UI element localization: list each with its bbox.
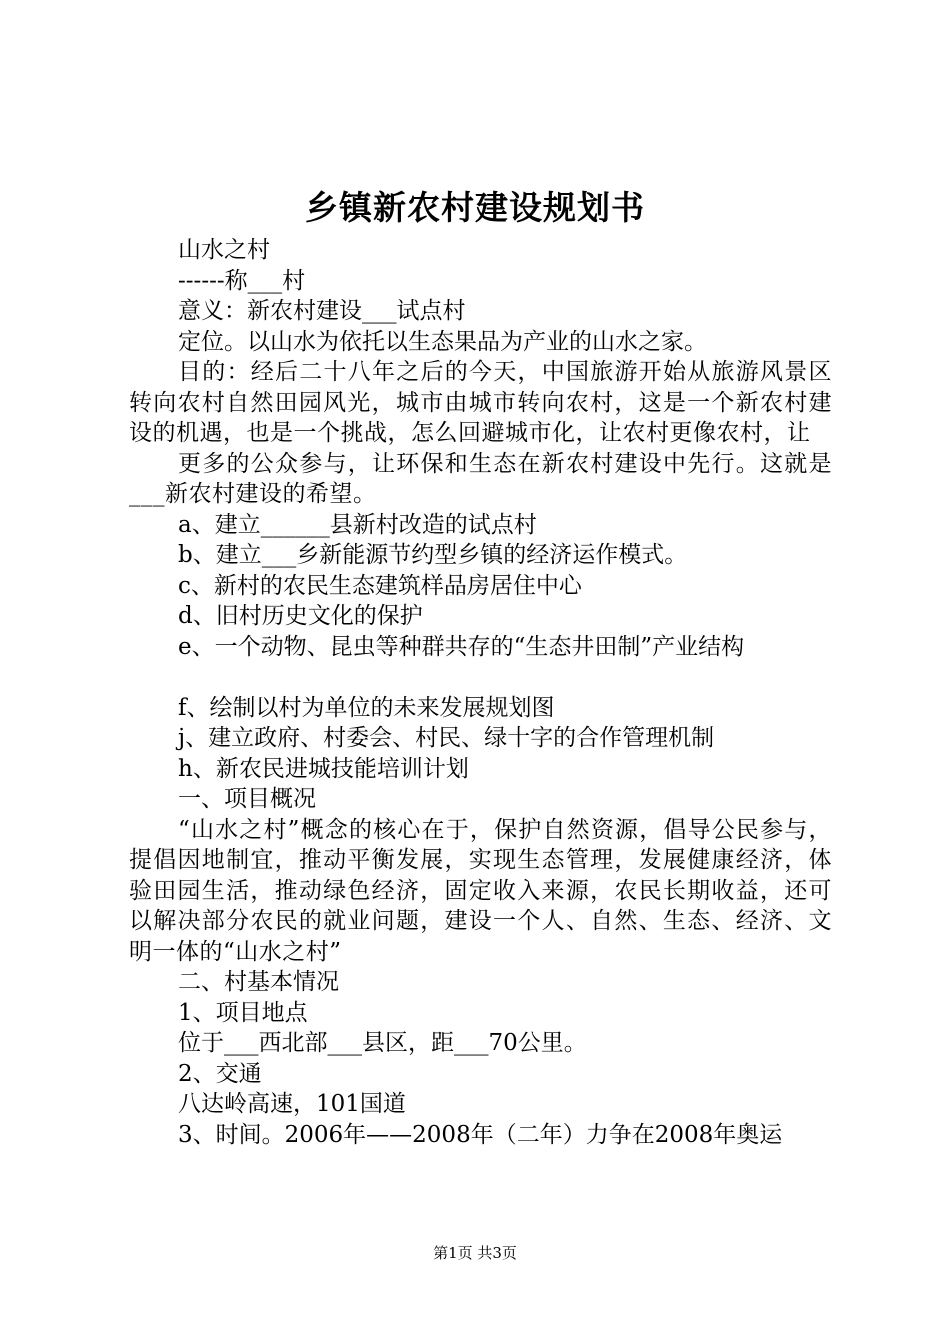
paragraph-line: 意义：新农村建设___试点村 bbox=[178, 298, 466, 324]
list-item: d、旧村历史文化的保护 bbox=[178, 603, 423, 629]
document-body bbox=[129, 235, 832, 1150]
list-item: e、一个动物、昆虫等种群共存的“生态井田制”产业结构 bbox=[178, 633, 745, 660]
page-number: 第1页 共3页 bbox=[433, 1244, 517, 1262]
list-item: b、建立___乡新能源节约型乡镇的经济运作模式。 bbox=[178, 542, 688, 568]
section-heading: 二、村基本情况 bbox=[178, 969, 339, 995]
paragraph-participation: 更多的公众参与，让环保和生态在新农村建设中先行。这就是___新农村建设的希望。 bbox=[129, 450, 832, 507]
list-item: j、建立政府、村委会、村民、绿十字的合作管理机制 bbox=[178, 725, 715, 751]
blank-line bbox=[129, 662, 832, 693]
list-item: c、新村的农民生态建筑样品房居住中心 bbox=[178, 572, 582, 599]
list-item: a、建立______县新村改造的试点村 bbox=[178, 511, 537, 538]
paragraph-line: 定位。以山水为依托以生态果品为产业的山水之家。 bbox=[178, 328, 707, 355]
list-item: h、新农民进城技能培训计划 bbox=[178, 755, 469, 782]
document-title: 乡镇新农村建设规划书 bbox=[305, 188, 645, 227]
subsection-heading: 2、交通 bbox=[178, 1060, 262, 1087]
paragraph-line: 山水之村 bbox=[178, 237, 270, 263]
paragraph-line: 3、时间。2006年——2008年（二年）力争在2008年奥运 bbox=[178, 1121, 783, 1148]
paragraph-purpose: 目的：经后二十八年之后的今天，中国旅游开始从旅游风景区转向农村自然田园风光，城市由城市转向农村，这是一个新农村建设的机遇，也是一个挑战，怎么回避城市化，让农村更像农村，让 bbox=[129, 359, 832, 446]
section-heading: 一、项目概况 bbox=[178, 786, 316, 812]
list-item: f、绘制以村为单位的未来发展规划图 bbox=[178, 694, 555, 721]
subsection-heading: 1、项目地点 bbox=[178, 999, 308, 1026]
paragraph-line: 位于___西北部___县区，距___70公里。 bbox=[178, 1030, 587, 1056]
paragraph-line: 八达岭高速，101国道 bbox=[178, 1091, 406, 1117]
paragraph-overview: “山水之村”概念的核心在于，保护自然资源，倡导公民参与，提倡因地制宜，推动平衡发展，实现生态管理，发展健康经济，体验田园生活，推动绿色经济，固定收入来源，农民长期收益，还可以解决部分农民的就业问题，建设一个人、自然、生态、经济、文明一体的“山水之村” bbox=[129, 816, 832, 965]
paragraph-line: ------称___村 bbox=[178, 267, 306, 294]
